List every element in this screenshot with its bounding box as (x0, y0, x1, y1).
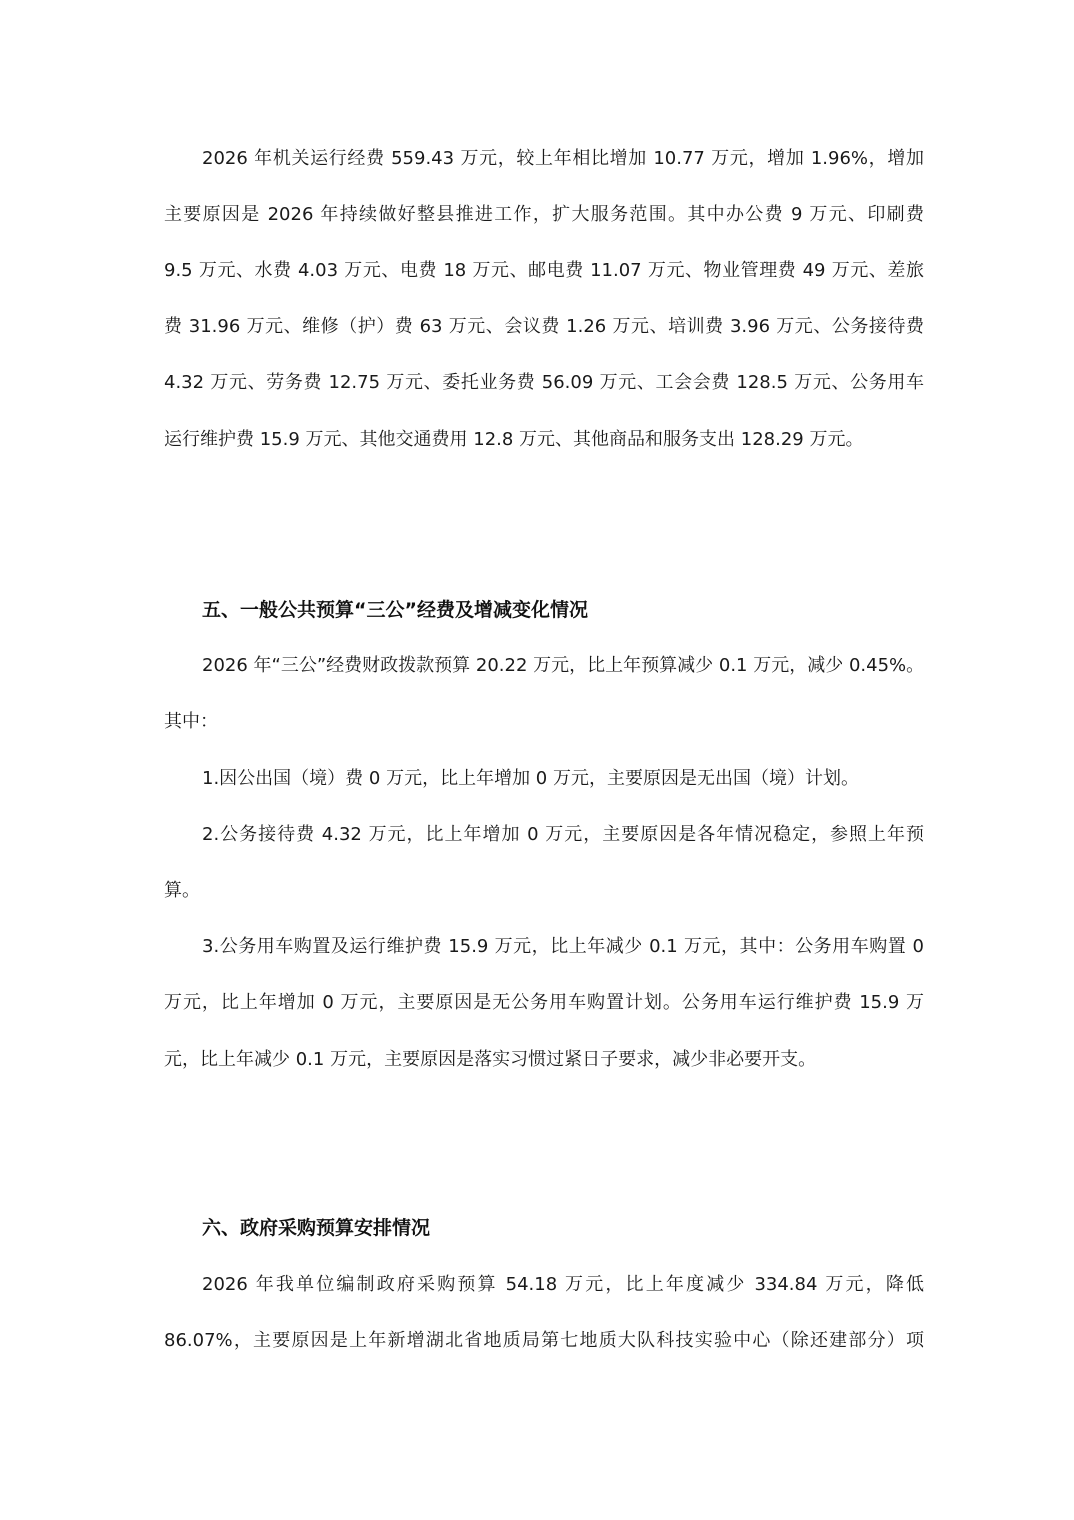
section-heading: 五、一般公共预算“三公”经费及增减变化情况 (202, 599, 588, 621)
list-item: 2.公务接待费 4.32 万元，比上年增加 0 万元，主要原因是各年情况稳定，参照上年预 (202, 824, 924, 845)
paragraph-line: 运行维护费 15.9 万元、其他交通费用 12.8 万元、其他商品和服务支出 128.29 万元。 (164, 429, 864, 450)
paragraph-line: 其中： (164, 711, 218, 732)
paragraph-line: 费 31.96 万元、维修（护）费 63 万元、会议费 1.26 万元、培训费 3.96 万元、公务接待费 (164, 316, 924, 337)
paragraph-line: 算。 (164, 880, 200, 901)
paragraph-line: 2026 年我单位编制政府采购预算 54.18 万元，比上年度减少 334.84 万元，降低 (202, 1274, 924, 1295)
paragraph-line: 4.32 万元、劳务费 12.75 万元、委托业务费 56.09 万元、工会会费 128.5 万元、公务用车 (164, 372, 924, 393)
list-item: 1.因公出国（境）费 0 万元，比上年增加 0 万元，主要原因是无出国（境）计划。 (202, 768, 859, 789)
paragraph-line: 2026 年“三公”经费财政拨款预算 20.22 万元，比上年预算减少 0.1 万元，减少 0.45%。 (202, 655, 925, 676)
paragraph-line: 主要原因是 2026 年持续做好整县推进工作，扩大服务范围。其中办公费 9 万元、印刷费 (164, 204, 924, 225)
paragraph-line: 2026 年机关运行经费 559.43 万元，较上年相比增加 10.77 万元，增加 1.96%，增加 (202, 148, 924, 169)
paragraph-line: 万元，比上年增加 0 万元，主要原因是无公务用车购置计划。公务用车运行维护费 15.9 万 (164, 992, 924, 1013)
list-item: 3.公务用车购置及运行维护费 15.9 万元，比上年减少 0.1 万元，其中：公务用车购置 0 (202, 936, 924, 957)
paragraph-line: 元，比上年减少 0.1 万元，主要原因是落实习惯过紧日子要求，减少非必要开支。 (164, 1049, 817, 1070)
section-heading: 六、政府采购预算安排情况 (202, 1217, 431, 1239)
paragraph-line: 86.07%，主要原因是上年新增湖北省地质局第七地质大队科技实验中心（除还建部分）项 (164, 1330, 924, 1351)
paragraph-line: 9.5 万元、水费 4.03 万元、电费 18 万元、邮电费 11.07 万元、物业管理费 49 万元、差旅 (164, 260, 924, 281)
